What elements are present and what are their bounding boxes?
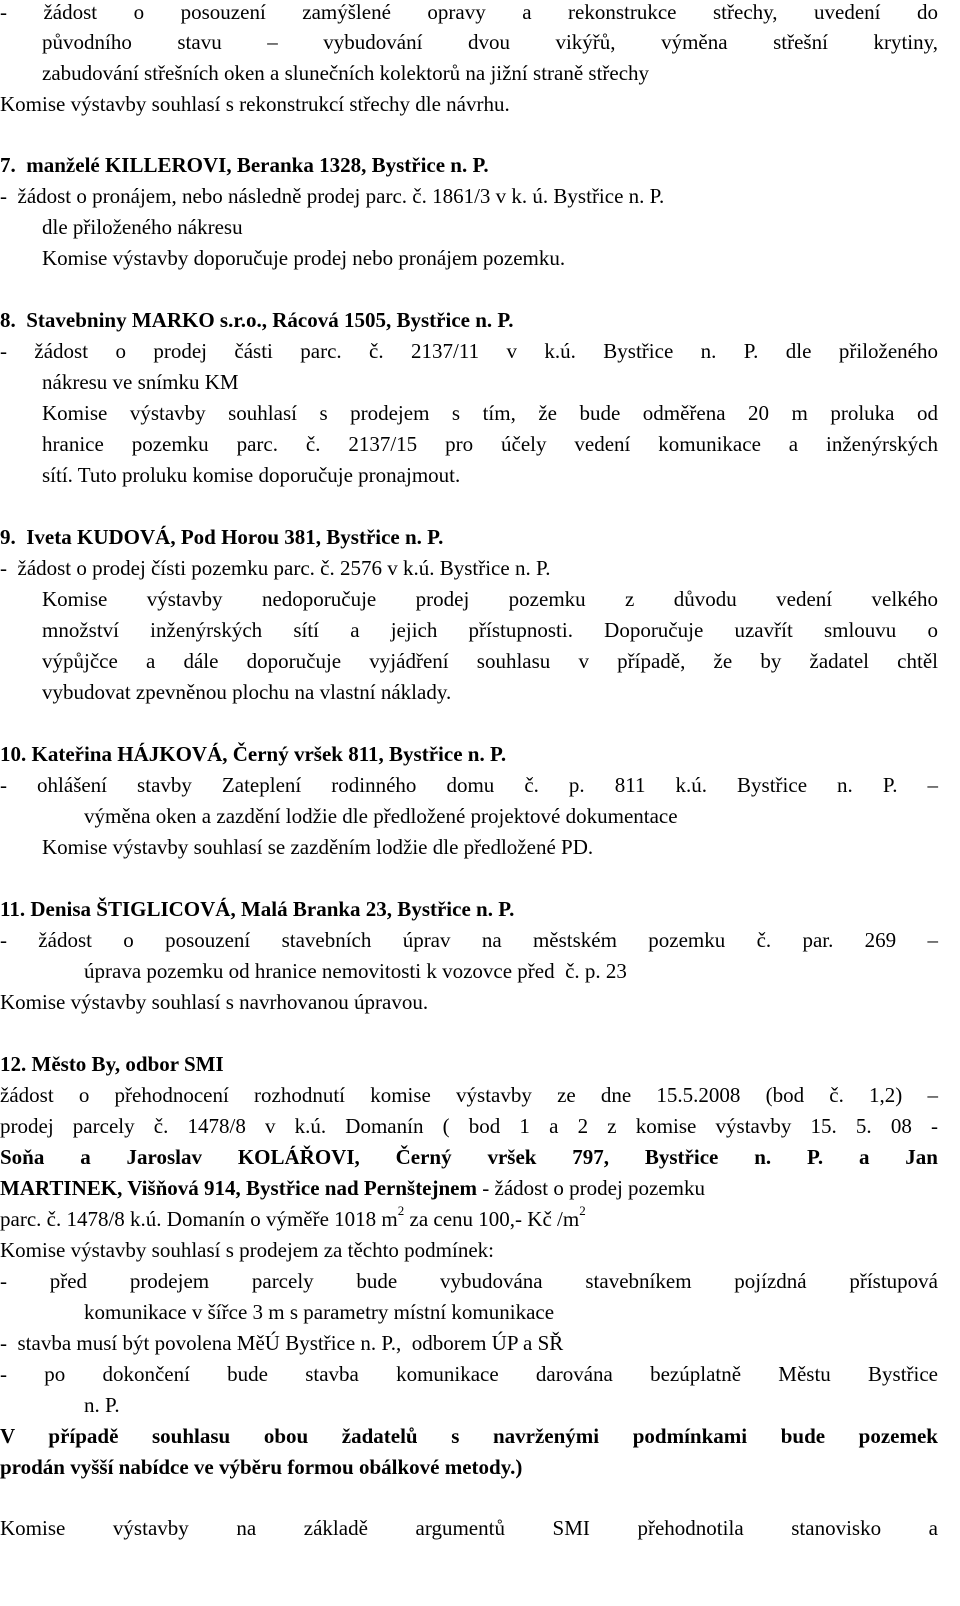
intro-line-1: - žádost o posouzení zamýšlené opravy a rekonstrukce střechy, uvedení do bbox=[0, 0, 938, 24]
item-11-heading: 11. Denisa ŠTIGLICOVÁ, Malá Branka 23, Bystřice n. P. bbox=[0, 897, 515, 921]
item-9-heading: 9. Iveta KUDOVÁ, Pod Horou 381, Bystřice n. P. bbox=[0, 525, 444, 549]
item-12-price-text: za cenu 100,- Kč /m bbox=[404, 1207, 580, 1231]
item-12-parcel-line bbox=[0, 1203, 586, 1231]
item-8-request-cont: nákresu ve snímku KM bbox=[42, 370, 239, 394]
condition-1: - před prodejem parcely bude vybudována stavebníkem pojízdná přístupová bbox=[0, 1269, 938, 1293]
item-10-heading: 10. Kateřina HÁJKOVÁ, Černý vršek 811, Bystřice n. P. bbox=[0, 742, 507, 766]
item-7-decision: Komise výstavby doporučuje prodej nebo pronájem pozemku. bbox=[42, 246, 566, 270]
item-12-applicants-2 bbox=[0, 1176, 705, 1200]
bold-note-2: prodán vyšší nabídce ve výběru formou obálkové metody.) bbox=[0, 1455, 523, 1479]
item-9-decision-3: výpůjčce a dále doporučuje vyjádření souhlasu v případě, že by žadatel chtěl bbox=[42, 649, 938, 673]
item-12-request-1: žádost o přehodnocení rozhodnutí komise výstavby ze dne 15.5.2008 (bod č. 1,2) – bbox=[0, 1083, 938, 1107]
item-12-area-exponent: 2 bbox=[397, 1203, 405, 1218]
item-12-parcel-text: parc. č. 1478/8 k.ú. Domanín o výměře 1018 m bbox=[0, 1207, 398, 1231]
intro-decision: Komise výstavby souhlasí s rekonstrukcí střechy dle návrhu. bbox=[0, 92, 510, 116]
item-7-heading: 7. manželé KILLEROVI, Beranka 1328, Bystřice n. P. bbox=[0, 153, 489, 177]
item-8-decision-3: sítí. Tuto proluku komise doporučuje pronajmout. bbox=[42, 463, 461, 487]
condition-2: - stavba musí být povolena MěÚ Bystřice n. P., odborem ÚP a SŘ bbox=[0, 1331, 564, 1355]
item-12-price-exponent: 2 bbox=[579, 1203, 586, 1218]
condition-1-cont: komunikace v šířce 3 m s parametry místní komunikace bbox=[84, 1300, 555, 1324]
item-7-request: - žádost o pronájem, nebo následně prodej parc. č. 1861/3 v k. ú. Bystřice n. P. bbox=[0, 184, 665, 208]
item-12-heading: 12. Město By, odbor SMI bbox=[0, 1052, 224, 1076]
item-11-request-cont: úprava pozemku od hranice nemovitosti k vozovce před č. p. 23 bbox=[84, 959, 627, 983]
item-10-request: - ohlášení stavby Zateplení rodinného domu č. p. 811 k.ú. Bystřice n. P. – bbox=[0, 773, 938, 797]
condition-3: - po dokončení bude stavba komunikace darována bezúplatně Městu Bystřice bbox=[0, 1362, 938, 1386]
item-8-heading: 8. Stavebniny MARKO s.r.o., Rácová 1505, Bystřice n. P. bbox=[0, 308, 514, 332]
item-9-decision-1: Komise výstavby nedoporučuje prodej pozemku z důvodu vedení velkého bbox=[42, 587, 938, 611]
item-9-decision-2: množství inženýrských sítí a jejich přístupnosti. Doporučuje uzavřít smlouvu o bbox=[42, 618, 938, 642]
item-9-request: - žádost o prodej čísti pozemku parc. č. 2576 v k.ú. Bystřice n. P. bbox=[0, 556, 551, 580]
item-8-decision-1: Komise výstavby souhlasí s prodejem s tím, že bude odměřena 20 m proluka od bbox=[42, 401, 938, 425]
item-8-request: - žádost o prodej části parc. č. 2137/11 v k.ú. Bystřice n. P. dle přiloženého bbox=[0, 339, 938, 363]
final-line: Komise výstavby na základě argumentů SMI přehodnotila stanovisko a bbox=[0, 1516, 938, 1540]
item-10-decision: Komise výstavby souhlasí se zazděním lodžie dle předložené PD. bbox=[42, 835, 594, 859]
item-12-decision: Komise výstavby souhlasí s prodejem za těchto podmínek: bbox=[0, 1238, 494, 1262]
item-8-decision-2: hranice pozemku parc. č. 2137/15 pro účely vedení komunikace a inženýrských bbox=[42, 432, 938, 456]
bold-note-1: V případě souhlasu obou žadatelů s navrženými podmínkami bude pozemek bbox=[0, 1424, 938, 1448]
intro-line-3: zabudování střešních oken a slunečních kolektorů na jižní straně střechy bbox=[42, 61, 650, 85]
item-12-applicant-name: MARTINEK, Višňová 914, Bystřice nad Pernštejnem bbox=[0, 1176, 477, 1200]
intro-line-2: původního stavu – vybudování dvou vikýřů, výměna střešní krytiny, bbox=[42, 30, 938, 54]
item-7-request-cont: dle přiloženého nákresu bbox=[42, 215, 243, 239]
item-12-applicants-1: Soňa a Jaroslav KOLÁŘOVI, Černý vršek 797, Bystřice n. P. a Jan bbox=[0, 1145, 938, 1169]
item-12-request-2: prodej parcely č. 1478/8 v k.ú. Domanín ( bod 1 a 2 z komise výstavby 15. 5. 08 - bbox=[0, 1114, 938, 1138]
item-10-request-cont: výměna oken a zazdění lodžie dle předložené projektové dokumentace bbox=[84, 804, 678, 828]
item-9-decision-4: vybudovat zpevněnou plochu na vlastní náklady. bbox=[42, 680, 452, 704]
condition-3-cont: n. P. bbox=[84, 1393, 120, 1417]
item-12-applicant-request: - žádost o prodej pozemku bbox=[477, 1176, 706, 1200]
item-11-decision: Komise výstavby souhlasí s navrhovanou úpravou. bbox=[0, 990, 429, 1014]
item-11-request: - žádost o posouzení stavebních úprav na městském pozemku č. par. 269 – bbox=[0, 928, 938, 952]
